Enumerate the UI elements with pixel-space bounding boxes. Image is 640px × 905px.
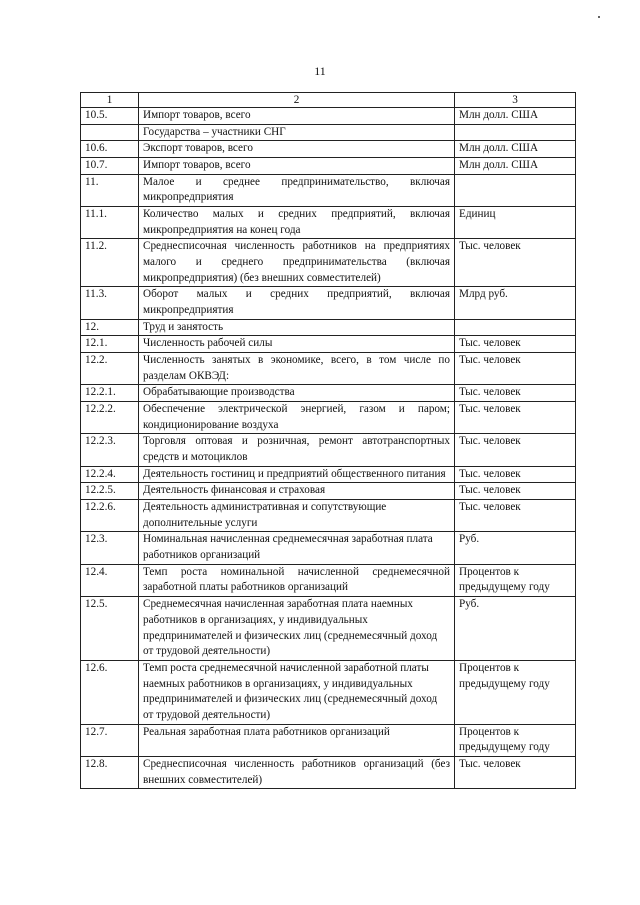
column-header-2: 2: [139, 93, 455, 108]
table-row: [81, 141, 576, 158]
unit-of-measure: Млн долл. США: [455, 108, 576, 125]
indicator-name: Среднесписочная численность работников на предприятиях малого и среднего предпринимательства (включая микропредприятия) (без внешних совместителей): [139, 239, 455, 287]
row-number: 11.1.: [81, 207, 139, 239]
indicator-name: Импорт товаров, всего: [139, 158, 455, 175]
indicator-name: Среднесписочная численность работников организаций (без внешних совместителей): [139, 756, 455, 788]
row-number: 12.4.: [81, 564, 139, 596]
indicator-name: Численность занятых в экономике, всего, в том числе по разделам ОКВЭД:: [139, 353, 455, 385]
unit-of-measure: Тыс. человек: [455, 336, 576, 353]
indicator-name: Экспорт товаров, всего: [139, 141, 455, 158]
row-number: 12.8.: [81, 756, 139, 788]
row-number: 12.7.: [81, 724, 139, 756]
table-row: [81, 174, 576, 206]
unit-of-measure: Руб.: [455, 532, 576, 564]
unit-of-measure: Тыс. человек: [455, 466, 576, 483]
table-row: [81, 207, 576, 239]
row-number: 12.: [81, 319, 139, 336]
table-row: [81, 124, 576, 141]
table-row: [81, 239, 576, 287]
scan-speck: [598, 16, 600, 18]
unit-of-measure: [455, 319, 576, 336]
table-row: [81, 532, 576, 564]
row-number: 10.5.: [81, 108, 139, 125]
indicator-name: Деятельность административная и сопутствующие дополнительные услуги: [139, 500, 455, 532]
row-number: 12.2.2.: [81, 402, 139, 434]
unit-of-measure: Тыс. человек: [455, 353, 576, 385]
column-header-1: 1: [81, 93, 139, 108]
table-row: [81, 724, 576, 756]
table-row: [81, 158, 576, 175]
unit-of-measure: Процентов к предыдущему году: [455, 660, 576, 724]
unit-of-measure: Тыс. человек: [455, 756, 576, 788]
row-number: [81, 124, 139, 141]
indicator-name: Обрабатывающие производства: [139, 385, 455, 402]
row-number: 12.2.6.: [81, 500, 139, 532]
table-row: [81, 319, 576, 336]
indicator-name: Обеспечение электрической энергией, газом и паром; кондиционирование воздуха: [139, 402, 455, 434]
unit-of-measure: Тыс. человек: [455, 402, 576, 434]
table-row: [81, 287, 576, 319]
indicator-name: Деятельность финансовая и страховая: [139, 483, 455, 500]
row-number: 12.1.: [81, 336, 139, 353]
row-number: 12.2.5.: [81, 483, 139, 500]
table-row: [81, 434, 576, 466]
table-row: [81, 336, 576, 353]
row-number: 10.7.: [81, 158, 139, 175]
row-number: 12.6.: [81, 660, 139, 724]
table-row: [81, 353, 576, 385]
indicator-name: Темп роста среднемесячной начисленной заработной платы наемных работников в организациях, у индивидуальных предпринимателей и физических лиц (среднемесячный доход от трудовой деятельности): [139, 660, 455, 724]
unit-of-measure: Тыс. человек: [455, 500, 576, 532]
table-row: [81, 597, 576, 661]
indicator-name: Реальная заработная плата работников организаций: [139, 724, 455, 756]
row-number: 12.2.: [81, 353, 139, 385]
unit-of-measure: Млн долл. США: [455, 158, 576, 175]
column-header-3: 3: [455, 93, 576, 108]
row-number: 12.3.: [81, 532, 139, 564]
row-number: 10.6.: [81, 141, 139, 158]
indicator-name: Номинальная начисленная среднемесячная заработная плата работников организаций: [139, 532, 455, 564]
unit-of-measure: Тыс. человек: [455, 483, 576, 500]
row-number: 12.2.4.: [81, 466, 139, 483]
indicator-name: Труд и занятость: [139, 319, 455, 336]
indicator-name: Импорт товаров, всего: [139, 108, 455, 125]
row-number: 11.2.: [81, 239, 139, 287]
table-body: [81, 108, 576, 789]
table-row: [81, 385, 576, 402]
table-row: [81, 660, 576, 724]
indicator-name: Количество малых и средних предприятий, включая микропредприятия на конец года: [139, 207, 455, 239]
indicator-name: Малое и среднее предпринимательство, включая микропредприятия: [139, 174, 455, 206]
unit-of-measure: [455, 124, 576, 141]
row-number: 12.2.3.: [81, 434, 139, 466]
table-row: [81, 108, 576, 125]
page-number: 11: [314, 64, 326, 78]
indicator-name: Оборот малых и средних предприятий, включая микропредприятия: [139, 287, 455, 319]
unit-of-measure: Процентов к предыдущему году: [455, 724, 576, 756]
table-row: [81, 483, 576, 500]
indicators-table: [80, 92, 576, 789]
indicator-name: Деятельность гостиниц и предприятий общественного питания: [139, 466, 455, 483]
unit-of-measure: Руб.: [455, 597, 576, 661]
unit-of-measure: Процентов к предыдущему году: [455, 564, 576, 596]
indicator-name: Среднемесячная начисленная заработная плата наемных работников в организациях, у индивидуальных предпринимателей и физических лиц (среднемесячный доход от трудовой деятельности): [139, 597, 455, 661]
unit-of-measure: Единиц: [455, 207, 576, 239]
row-number: 11.: [81, 174, 139, 206]
unit-of-measure: [455, 174, 576, 206]
indicator-name: Торговля оптовая и розничная, ремонт автотранспортных средств и мотоциклов: [139, 434, 455, 466]
indicator-name: Численность рабочей силы: [139, 336, 455, 353]
table-row: [81, 500, 576, 532]
indicator-name: Темп роста номинальной начисленной среднемесячной заработной платы работников организаций: [139, 564, 455, 596]
unit-of-measure: Млн долл. США: [455, 141, 576, 158]
table-header-row: [81, 93, 576, 108]
row-number: 11.3.: [81, 287, 139, 319]
table-row: [81, 564, 576, 596]
row-number: 12.2.1.: [81, 385, 139, 402]
unit-of-measure: Тыс. человек: [455, 434, 576, 466]
table-row: [81, 756, 576, 788]
unit-of-measure: Тыс. человек: [455, 239, 576, 287]
unit-of-measure: Млрд руб.: [455, 287, 576, 319]
unit-of-measure: Тыс. человек: [455, 385, 576, 402]
table-row: [81, 402, 576, 434]
row-number: 12.5.: [81, 597, 139, 661]
indicator-name: Государства – участники СНГ: [139, 124, 455, 141]
table-row: [81, 466, 576, 483]
